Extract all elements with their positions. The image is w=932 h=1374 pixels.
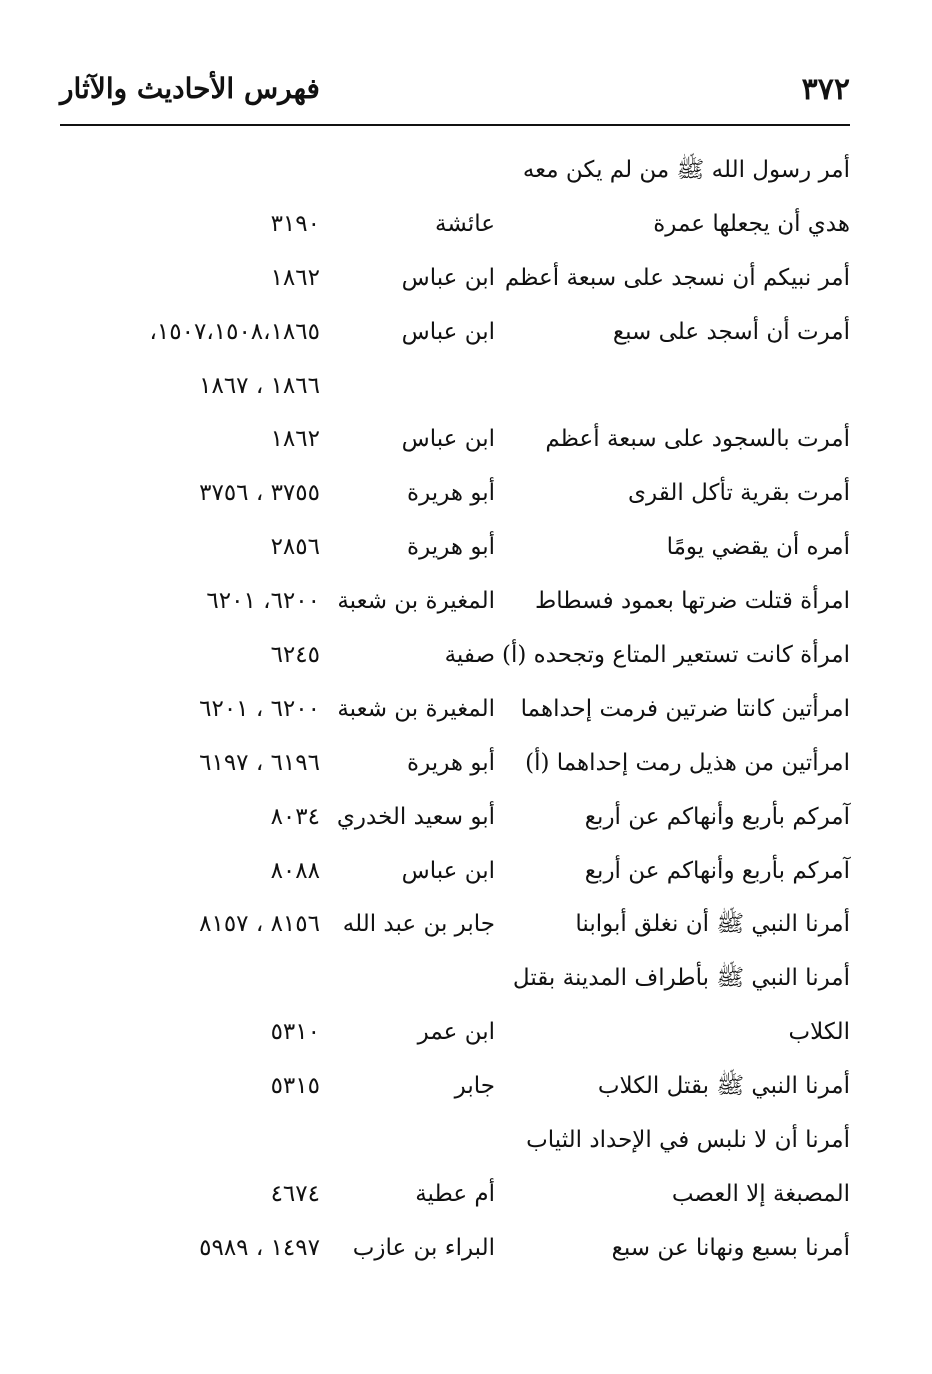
index-row [60,1008,850,1062]
index-row [60,469,850,523]
hadith-numbers: ١٨٦٢ [270,426,320,453]
index-row [60,631,850,685]
index-row [60,954,850,1008]
hadith-text: الكلاب [788,1019,850,1046]
narrator-name: أبو سعيد الخدري [336,803,495,830]
hadith-numbers: ١٨٦٦ ، ١٨٦٧ [199,372,320,399]
index-row [60,847,850,901]
narrator-name: ابن عباس [401,857,495,884]
header-rule [60,124,850,126]
index-row [60,200,850,254]
hadith-numbers: ١٨٦٢ [270,264,320,291]
hadith-numbers: ٥٣١٠ [270,1019,320,1046]
page-number: ٣٧٢ [801,72,850,107]
hadith-text: أمرنا بسبع ونهانا عن سبع [611,1234,850,1261]
hadith-numbers: ٣١٩٠ [270,210,320,237]
index-row [60,1062,850,1116]
index-row [60,739,850,793]
hadith-text: أمرنا النبي ﷺ بأطراف المدينة بقتل [512,965,850,992]
index-row [60,900,850,954]
hadith-numbers: ٨٠٣٤ [270,803,320,830]
hadith-text: آمركم بأربع وأنهاكم عن أربع [584,803,850,830]
hadith-numbers: ٦١٩٦ ، ٦١٩٧ [199,749,320,776]
index-row [60,146,850,200]
narrator-name: جابر [454,1073,495,1100]
narrator-name: ابن عباس [401,264,495,291]
hadith-text: امرأة كانت تستعير المتاع وتجحده (أ) [502,642,850,669]
hadith-text: أمرت أن أسجد على سبع [612,318,850,345]
hadith-text: امرأة قتلت ضرتها بعمود فسطاط [534,588,850,615]
hadith-text: أمر نبيكم أن نسجد على سبعة أعظم [504,264,850,291]
index-row [60,577,850,631]
hadith-text: أمرنا النبي ﷺ بقتل الكلاب [597,1073,850,1100]
narrator-name: أبو هريرة [407,749,495,776]
hadith-text: آمركم بأربع وأنهاكم عن أربع [584,857,850,884]
index-row [60,362,850,416]
hadith-numbers: ٥٣١٥ [270,1073,320,1100]
index-row [60,308,850,362]
index-row [60,1170,850,1224]
narrator-name: البراء بن عازب [352,1234,495,1261]
hadith-index-list [60,146,850,1278]
hadith-numbers: ٦٢٠٠ ، ٦٢٠١ [199,695,320,722]
hadith-text: هدي أن يجعلها عمرة [653,210,850,237]
hadith-text: أمرنا النبي ﷺ أن نغلق أبوابنا [575,911,850,938]
narrator-name: أبو هريرة [407,534,495,561]
hadith-text: امرأتين كانتا ضرتين فرمت إحداهما [520,695,850,722]
hadith-text: أمرت بالسجود على سبعة أعظم [545,426,850,453]
hadith-text: امرأتين من هذيل رمت إحداهما (أ) [525,749,850,776]
hadith-text: أمر رسول الله ﷺ من لم يكن معه [522,157,850,183]
narrator-name: جابر بن عبد الله [342,911,495,938]
hadith-numbers: ٣٧٥٥ ، ٣٧٥٦ [199,480,320,507]
hadith-text: أمرت بقرية تأكل القرى [628,480,850,507]
hadith-numbers: ١٥٠٧،١٥٠٨،١٨٦٥، [149,318,320,345]
hadith-numbers: ٦٢٠٠، ٦٢٠١ [206,588,320,615]
index-row [60,254,850,308]
hadith-text: المصبغة إلا العصب [671,1180,850,1207]
index-row [60,523,850,577]
hadith-numbers: ٨١٥٦ ، ٨١٥٧ [199,911,320,938]
narrator-name: صفية [444,642,495,669]
index-row [60,1224,850,1278]
hadith-text: أمرنا أن لا نلبس في الإحداد الثياب [526,1127,850,1154]
hadith-numbers: ٤٦٧٤ [270,1180,320,1207]
narrator-name: المغيرة بن شعبة [337,588,495,615]
hadith-numbers: ١٤٩٧ ، ٥٩٨٩ [199,1234,320,1261]
narrator-name: ابن عمر [417,1019,495,1046]
page-header [60,72,850,116]
narrator-name: أم عطية [415,1180,495,1207]
narrator-name: أبو هريرة [407,480,495,507]
hadith-text: أمره أن يقضي يومًا [666,534,850,561]
narrator-name: ابن عباس [401,318,495,345]
running-title: فهرس الأحاديث والآثار [60,72,320,105]
index-row [60,415,850,469]
narrator-name: عائشة [435,210,495,237]
hadith-numbers: ٢٨٥٦ [270,534,320,561]
hadith-numbers: ٦٢٤٥ [270,642,320,669]
narrator-name: المغيرة بن شعبة [337,695,495,722]
index-row [60,685,850,739]
index-row [60,1116,850,1170]
narrator-name: ابن عباس [401,426,495,453]
hadith-numbers: ٨٠٨٨ [270,857,320,884]
index-row [60,793,850,847]
